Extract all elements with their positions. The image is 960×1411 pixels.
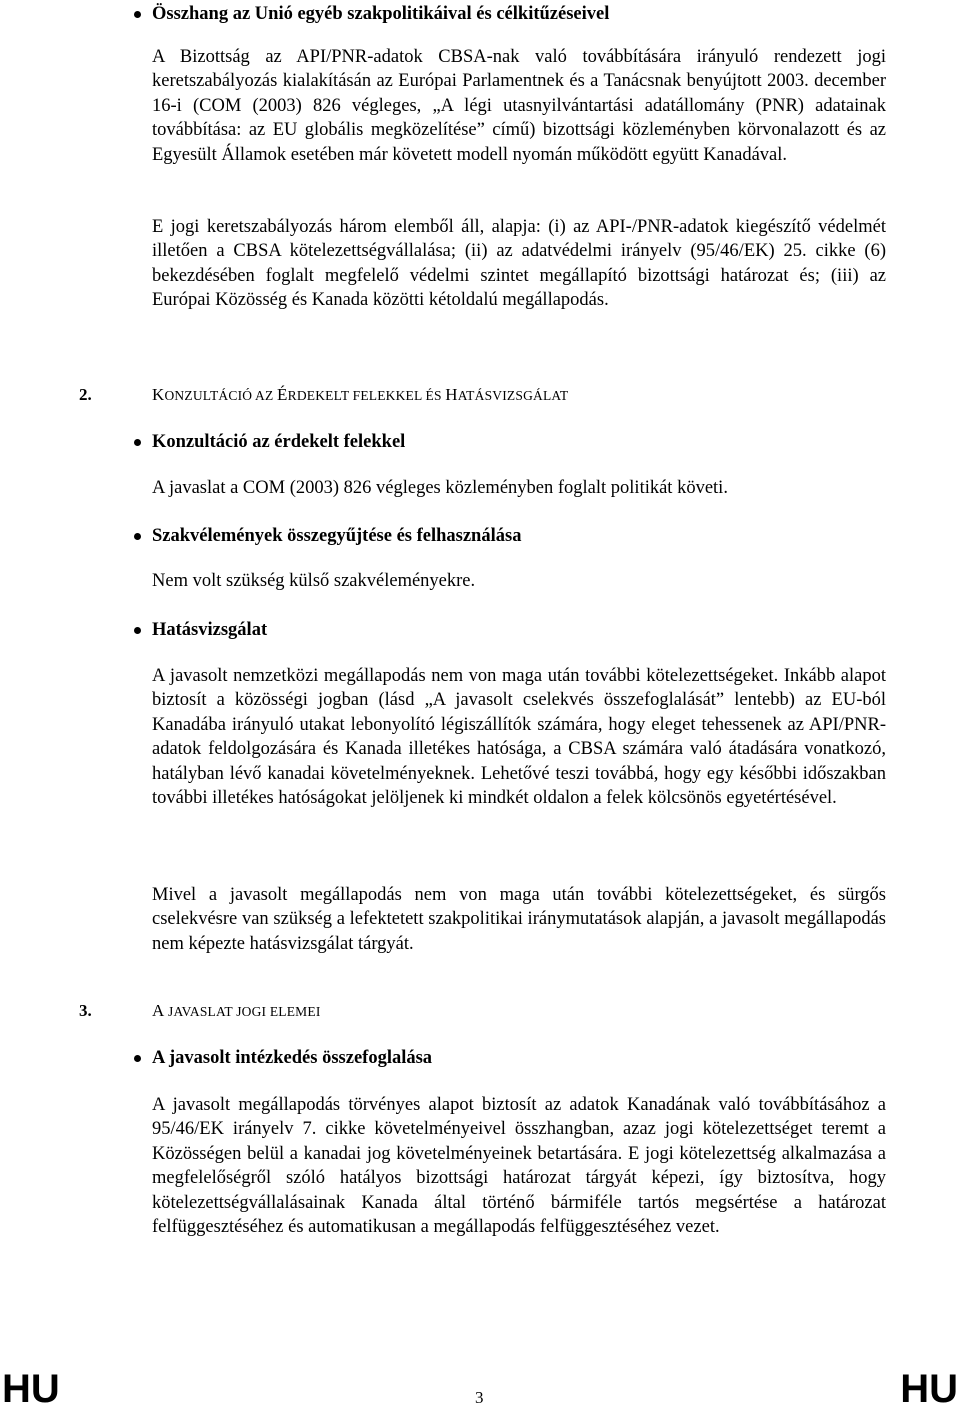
paragraph-consultation: A javaslat a COM (2003) 826 végleges közleményben foglalt politikát követi. [152, 478, 728, 498]
paragraph-framework-model: A Bizottság az API/PNR-adatok CBSA-nak való továbbítására irányuló rendezett jogi keretszabályozás kialakításán az Európai Parlamentnek és a Tanácsnak benyújtott 2003. december 16-i (COM (2003) 826 végleges, „A légi utasnyilvántartási adatállomány (PNR) adatainak továbbítása: az EU globális megközelítése” című) bizottsági közleményben körvonalazott és az Egyesült Államok esetében már követett modell nyomán működött együtt Kanadával. [152, 47, 886, 165]
bullet-heading-consultation [152, 430, 892, 454]
bullet-heading-expertise [152, 524, 892, 548]
heading-text: Hatásvizsgálat [152, 620, 268, 640]
bullet-heading-coherence [152, 2, 892, 26]
bullet-icon [134, 1055, 141, 1062]
section-title-part: É [277, 385, 288, 404]
section-title [152, 384, 568, 407]
section-title-part: ATÁSVIZSGÁLAT [457, 388, 569, 403]
section-title-part: H [445, 385, 458, 404]
paragraph-impact-assessment: A javasolt nemzetközi megállapodás nem von maga után további kötelezettségeket. Inkább alapot biztosít a közösségi jogban (lásd „A javasolt cselekvés összefoglalását” lentebb) az EU-ból Kanadába irányuló utakat lebonyolító légiszállítók számára, hogy eleget tehessenek az API/PNR-adatok feldolgozására és Kanada illetékes hatósága, a CBSA számára való átadására vonatkozó, hatályban lévő kanadai követelményeknek. Lehetővé teszi továbbá, hogy egy későbbi időszakban további illetékes hatóságokat jelöljenek ki mindkét oldalon a felek kölcsönös egyetértésével. [152, 666, 886, 809]
section-title-part: RDEKELT FELEKKEL ÉS [287, 388, 446, 403]
section-title-part: ONZULTÁCIÓ AZ [164, 388, 278, 403]
footer-language-left: HU [2, 1367, 60, 1411]
paragraph-framework-elements: E jogi keretszabályozás három elemből áll, alapja: (i) az API-/PNR-adatok kiegészítő védelmét illetően a CBSA kötelezettségvállalása; (ii) az adatvédelmi irányelv (95/46/EK) 25. cikke (6) bekezdésében foglalt megfelelő védelmi szintet megállapító bizottsági határozat és; (iii) az Európai Közösség és Kanada közötti kétoldalú megállapodás. [152, 217, 886, 311]
footer-language-right: HU [900, 1367, 958, 1411]
bullet-icon [134, 439, 141, 446]
section-title-part: JAVASLAT JOGI ELEMEI [168, 1004, 321, 1019]
paragraph-summary: A javasolt megállapodás törvényes alapot biztosít az adatok Kanadának való továbbításához a 95/46/EK irányelv 7. cikke követelményeivel összhangban, azaz jogi kötelezettséget teremt a Közösségen belül a kanadai jog követelményeinek betartására. E jogi kötelezettség alkalmazása a megfelelőségről szóló hatályos bizottsági határozat tárgyát képezi, így biztosítva, hogy kötelezettségvállalásainak Kanada által történő bármiféle tartós megsértése a határozat felfüggesztéséhez és automatikusan a megállapodás felfüggesztéséhez vezet. [152, 1095, 886, 1238]
section-title [152, 1000, 321, 1023]
bullet-icon [134, 627, 141, 634]
section-title-part: A [152, 1001, 168, 1020]
heading-text: A javasolt intézkedés összefoglalása [152, 1048, 433, 1068]
heading-text: Szakvélemények összegyűjtése és felhasználása [152, 526, 522, 546]
heading-text: Konzultáció az érdekelt felekkel [152, 432, 406, 452]
section-title-part: K [152, 385, 165, 404]
section-number: 3. [79, 1001, 92, 1020]
paragraph-expertise: Nem volt szükség külső szakvéleményekre. [152, 571, 476, 591]
bullet-icon [134, 11, 141, 18]
page-number: 3 [475, 1388, 484, 1407]
heading-text: Összhang az Unió egyéb szakpolitikáival és célkitűzéseivel [152, 4, 610, 24]
bullet-heading-summary [152, 1046, 892, 1070]
bullet-heading-impact-assessment [152, 618, 892, 642]
section-number: 2. [79, 385, 92, 404]
paragraph-impact-conclusion: Mivel a javasolt megállapodás nem von maga után további kötelezettségeket, és sürgős cselekvésre van szükség a lefektetett szakpolitikai iránymutatások alapján, a javasolt megállapodás nem képezte hatásvizsgálat tárgyát. [152, 885, 886, 954]
bullet-icon [134, 533, 141, 540]
